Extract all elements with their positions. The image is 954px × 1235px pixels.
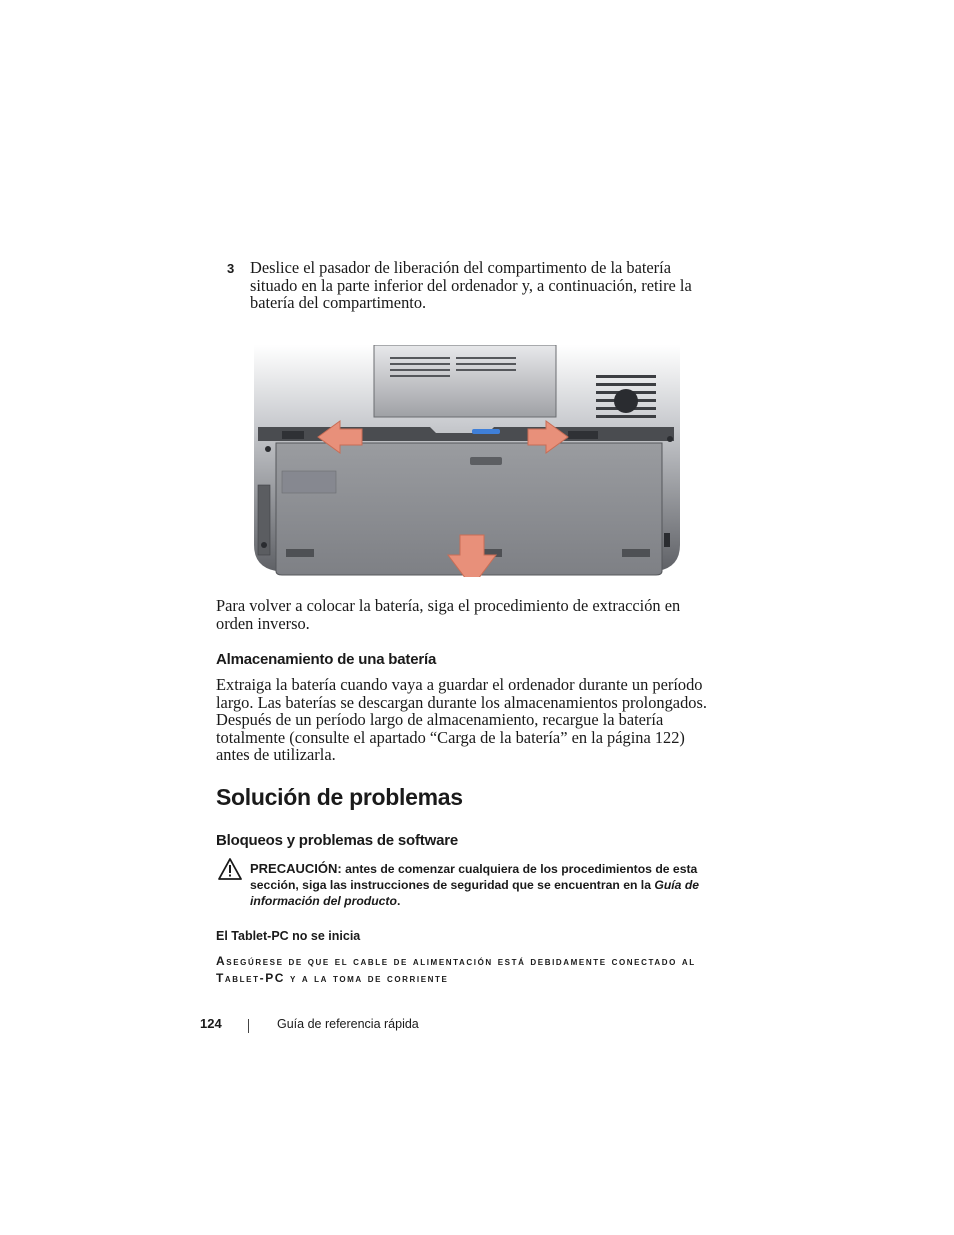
battery-removal-illustration: [250, 345, 684, 577]
step-number: 3: [227, 261, 235, 276]
caution-doc-title: Guía de información del producto: [250, 878, 700, 908]
power-cable-action: Asegúrese de que el cable de alimentación está debidamente conectado al Tablet-PC y a la toma de corriente: [216, 954, 696, 985]
caution-text: antes de comenzar cualquiera de los procedimientos de esta sección, siga las instrucciones de seguridad que se encuentran en la: [250, 862, 698, 892]
warning-triangle-icon: [218, 858, 242, 880]
storage-paragraph: Extraiga la batería cuando vaya a guardar el ordenador durante un período largo. Las baterías se descargan durante los almacenamientos prolongados. Después de un período largo de almacenamiento, recargue la batería totalmente (consulte el apartado “Carga de la batería” en la página 122) antes de utilizarla.: [216, 675, 707, 765]
storage-heading: Almacenamiento de una batería: [216, 651, 437, 668]
caution-label: PRECAUCIÓN:: [250, 861, 342, 876]
page-number: 124: [200, 1016, 222, 1031]
software-subheading: Bloqueos y problemas de software: [216, 832, 458, 849]
troubleshooting-heading: Solución de problemas: [216, 784, 463, 810]
step-text: Deslice el pasador de liberación del compartimento de la batería situado en la parte inferior del ordenador y, a continuación, retire la batería del compartimento.: [250, 258, 692, 313]
caution-note: [250, 861, 720, 909]
reinsert-paragraph: Para volver a colocar la batería, siga el procedimiento de extracción en orden inverso.: [216, 596, 681, 633]
footer-title: Guía de referencia rápida: [277, 1017, 419, 1031]
caution-end: .: [396, 894, 401, 908]
footer-separator: [248, 1019, 249, 1033]
tablet-no-start-heading: El Tablet-PC no se inicia: [216, 929, 361, 943]
